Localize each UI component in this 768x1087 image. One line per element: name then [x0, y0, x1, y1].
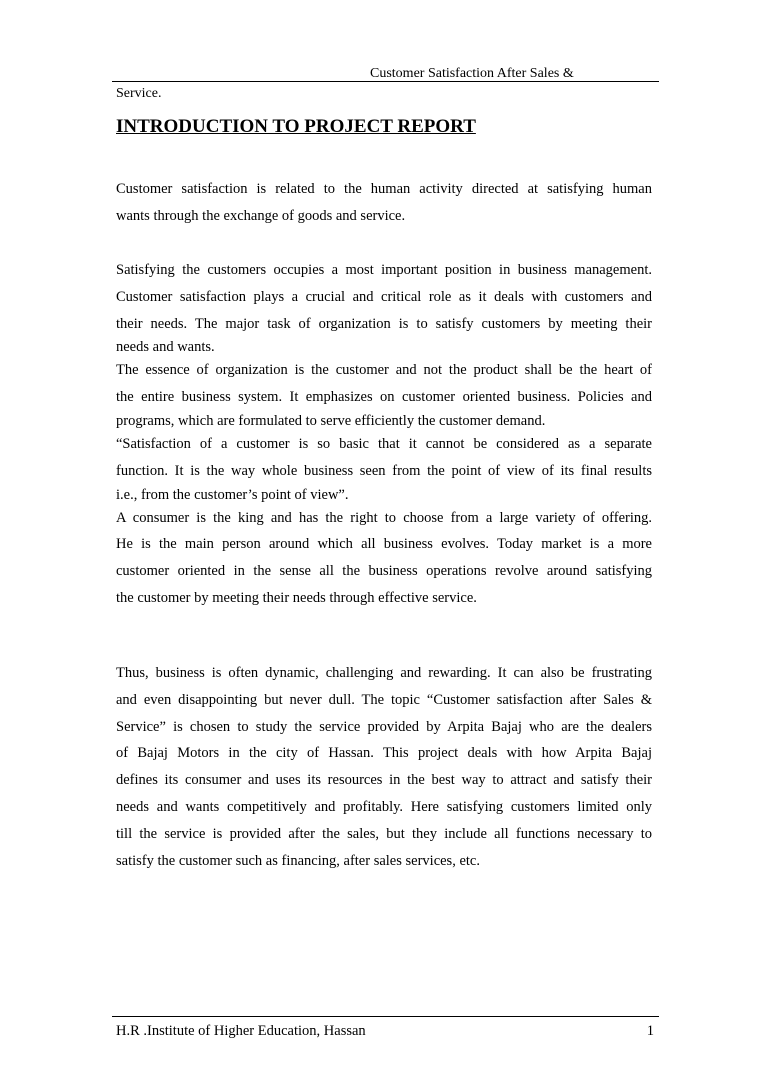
paragraph-1	[116, 176, 652, 230]
paragraph-line: and even disappointing but never dull. The topic “Customer satisfaction after Sales &	[116, 691, 652, 708]
footer-divider	[112, 1016, 659, 1017]
paragraph-line: customer oriented in the sense all the business operations revolve around satisfying	[116, 563, 652, 580]
paragraph-line: Service” is chosen to study the service provided by Arpita Bajaj who are the dealers	[116, 718, 652, 735]
paragraph-line: The essence of organization is the customer and not the product shall be the heart of	[116, 362, 652, 379]
paragraph-line: the customer by meeting their needs through effective service.	[116, 589, 477, 606]
paragraph-line: “Satisfaction of a customer is so basic that it cannot be considered as a separate	[116, 435, 652, 452]
paragraph-line: needs and wants competitively and profitably. Here satisfying customers limited only	[116, 798, 652, 815]
paragraph-line: wants through the exchange of goods and service.	[116, 207, 406, 224]
paragraph-line: their needs. The major task of organization is to satisfy customers by meeting their	[116, 315, 652, 332]
paragraph-2	[116, 257, 652, 612]
paragraph-line: programs, which are formulated to serve efficiently the customer demand.	[116, 412, 546, 429]
paragraph-line: Satisfying the customers occupies a most important position in business management.	[116, 262, 652, 278]
page-title: INTRODUCTION TO PROJECT REPORT	[116, 116, 476, 137]
paragraph-line: A consumer is the king and has the right to choose from a large variety of offering.	[116, 509, 652, 526]
paragraph-line: needs and wants.	[116, 339, 215, 356]
paragraph-line: defines its consumer and uses its resources in the best way to attract and satisfy their	[116, 772, 652, 789]
paragraph-line: Customer satisfaction is related to the human activity directed at satisfying human	[116, 181, 652, 197]
header-divider	[112, 81, 659, 82]
paragraph-line: till the service is provided after the sales, but they include all functions necessary to	[116, 825, 652, 842]
paragraph-line: Thus, business is often dynamic, challenging and rewarding. It can also be frustrating	[116, 665, 652, 681]
paragraph-line: Customer satisfaction plays a crucial and critical role as it deals with customers and	[116, 288, 652, 305]
running-header-continuation: Service.	[116, 86, 162, 101]
running-header: Customer Satisfaction After Sales &	[370, 66, 574, 81]
paragraph-line: function. It is the way whole business seen from the point of view of its final results	[116, 462, 652, 479]
page-number: 1	[646, 1023, 654, 1039]
paragraph-line: of Bajaj Motors in the city of Hassan. This project deals with how Arpita Bajaj	[116, 745, 652, 762]
paragraph-line: the entire business system. It emphasizes on customer oriented business. Policies and	[116, 389, 652, 406]
paragraph-line: He is the main person around which all business evolves. Today market is a more	[116, 536, 652, 553]
paragraph-line: i.e., from the customer’s point of view”.	[116, 486, 349, 503]
footer-institution: H.R .Institute of Higher Education, Hassan	[116, 1023, 366, 1039]
paragraph-line: satisfy the customer such as financing, after sales services, etc.	[116, 852, 480, 869]
paragraph-3	[116, 660, 652, 874]
